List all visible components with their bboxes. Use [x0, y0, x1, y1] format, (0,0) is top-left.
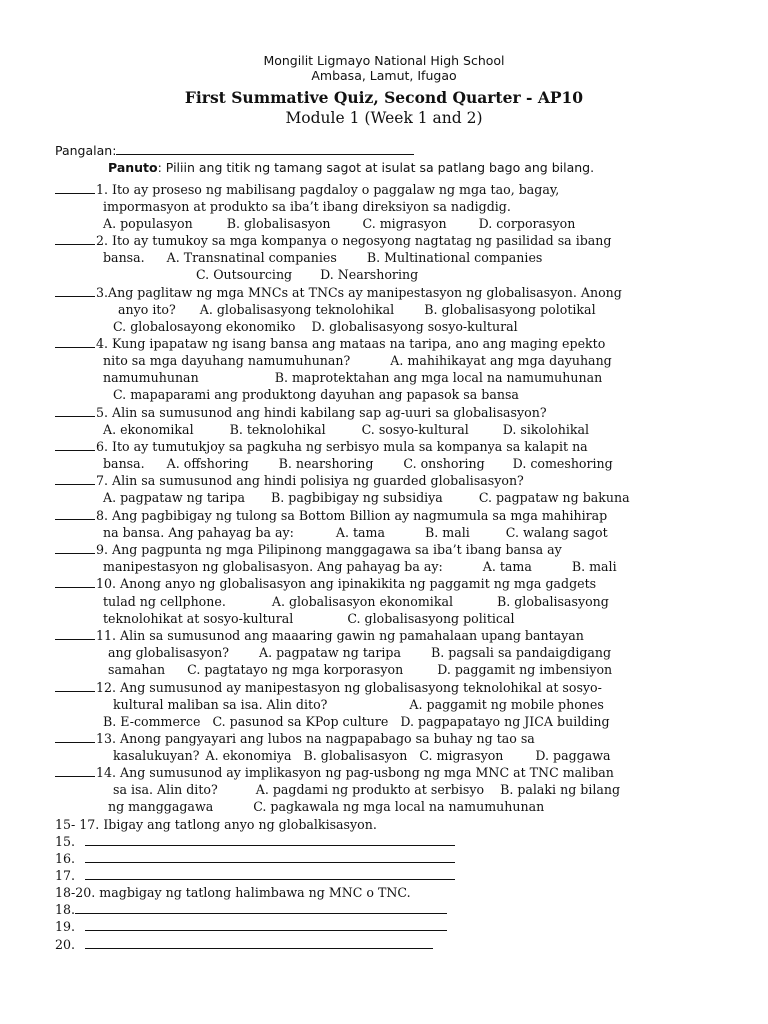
question-text: 8. Ang pagbibigay ng tulong sa Bottom Billion ay nagmumula sa mga mahihirap: [96, 508, 608, 523]
question-text: 9. Ang pagpunta ng mga Pilipinong manggagawa sa iba’t ibang bansa ay: [96, 542, 562, 557]
question-text: nito sa mga dayuhang namumuhunan?: [103, 353, 351, 368]
choice-c: C. globalosayong ekonomiko: [113, 319, 296, 334]
question-7-choices: [103, 489, 630, 506]
choice-c: C. walang sagot: [505, 525, 608, 540]
answer-blank-17[interactable]: [85, 867, 455, 880]
answer-blank-8[interactable]: [55, 507, 95, 520]
choice-a: A. offshoring: [166, 456, 249, 471]
choice-a-cont: namumuhunan: [103, 370, 199, 385]
question-7: [55, 472, 524, 489]
choice-b: B. palaki ng bilang: [500, 782, 621, 797]
answer-blank-20[interactable]: [85, 936, 433, 949]
choice-d: D. globalisasyong sosyo-kultural: [311, 319, 518, 334]
question-text: 2. Ito ay tumukoy sa mga kompanya o negosyong nagtatag ng pasilidad sa ibang: [96, 233, 612, 248]
question-4-line-2: [103, 352, 612, 369]
question-text: anyo ito?: [118, 302, 176, 317]
item-number: 17.: [55, 868, 76, 883]
choice-c: C. pagkawala ng mga local na namumuhunan: [253, 799, 545, 814]
question-11-line-3: [108, 661, 612, 678]
question-text: ang globalisasyon?: [108, 645, 229, 660]
question-text: bansa.: [103, 456, 145, 471]
choice-a: A. paggamit ng mobile phones: [409, 697, 604, 712]
item-number: 18.: [55, 902, 76, 917]
school-address: Ambasa, Lamut, Ifugao: [311, 68, 457, 83]
question-text: kasalukuyan?: [113, 748, 200, 763]
choice-b: B. Multinational companies: [366, 250, 543, 265]
question-text: kultural maliban sa isa. Alin dito?: [113, 697, 328, 712]
question-text: 5. Alin sa sumusunod ang hindi kabilang sap ag-uuri sa globalisasyon?: [96, 405, 547, 420]
answer-row-17: [55, 867, 456, 884]
question-5: [55, 404, 547, 421]
question-13-choices: [113, 747, 611, 764]
question-10-line-3: [103, 610, 515, 627]
item-number: 15.: [55, 834, 76, 849]
question-14: [55, 764, 614, 781]
choice-d: D. Nearshoring: [320, 267, 419, 282]
choice-b: B. mali: [571, 559, 617, 574]
answer-blank-9[interactable]: [55, 541, 95, 554]
question-text: 13. Anong pangyayari ang lubos na nagpapabago sa buhay ng tao sa: [96, 731, 535, 746]
choice-d: D. paggamit ng imbensiyon: [437, 662, 613, 677]
answer-blank-10[interactable]: [55, 575, 95, 588]
answer-blank-7[interactable]: [55, 472, 95, 485]
question-text: na bansa. Ang pahayag ba ay:: [103, 525, 294, 540]
choice-a: A. globalisasyong teknolohikal: [199, 302, 395, 317]
choice-a: A. tama: [482, 559, 532, 574]
question-14-line-2: [113, 781, 620, 798]
choice-b: B. globalisasyong polotikal: [424, 302, 596, 317]
question-12: [55, 679, 602, 696]
choice-a: A. populasyon: [103, 216, 193, 231]
section-18-20-prompt: 18-20. magbigay ng tatlong halimbawa ng MNC o TNC.: [55, 885, 411, 900]
choice-c: C. pagtatayo ng mga korporasyon: [187, 662, 404, 677]
instructions-text: : Piliin ang titik ng tamang sagot at isulat sa patlang bago ang bilang.: [157, 160, 595, 175]
choice-a: A. pagdami ng produkto at serbisyo: [255, 782, 485, 797]
choice-b: B. teknolohikal: [229, 422, 326, 437]
choice-c: C. globalisasyong political: [347, 611, 515, 626]
choice-b: B. mali: [425, 525, 470, 540]
answer-row-20: [55, 936, 434, 953]
question-13: [55, 730, 535, 747]
question-1: [55, 181, 559, 198]
question-2-choices: [196, 266, 418, 283]
choice-b: B. pagsali sa pandaigdigang: [431, 645, 612, 660]
choice-c: C. onshoring: [403, 456, 485, 471]
answer-row-18: [55, 901, 448, 918]
choice-a: A. ekonomiya: [205, 748, 292, 763]
choice-b-cont: ng manggagawa: [108, 799, 214, 814]
choice-c: C. sosyo-kultural: [361, 422, 469, 437]
question-text: sa isa. Alin dito?: [113, 782, 218, 797]
name-field-row: [55, 142, 415, 159]
question-4: [55, 335, 605, 352]
question-6: [55, 438, 588, 455]
choice-a: A. Transnatinal companies: [166, 250, 337, 265]
module-title: Module 1 (Week 1 and 2): [285, 109, 483, 127]
quiz-title: First Summative Quiz, Second Quarter - AP10: [184, 88, 584, 107]
choice-c: C. pagpataw ng bakuna: [478, 490, 630, 505]
answer-blank-2[interactable]: [55, 232, 95, 245]
choice-c: C. migrasyon: [362, 216, 447, 231]
answer-blank-1[interactable]: [55, 181, 95, 194]
question-1-choices: [103, 215, 575, 232]
question-6-choices: [103, 455, 613, 472]
instructions: [108, 159, 594, 176]
choice-b: B. E-commerce: [103, 714, 201, 729]
choice-c: C. Outsourcing: [196, 267, 293, 282]
question-9: [55, 541, 562, 558]
question-5-choices: [103, 421, 589, 438]
choice-a: A. pagpataw ng taripa: [258, 645, 402, 660]
question-text: manipestasyon ng globalisasyon. Ang pahayag ba ay:: [103, 559, 443, 574]
answer-blank-15[interactable]: [85, 833, 455, 846]
answer-blank-13[interactable]: [55, 730, 95, 743]
choice-c: C. migrasyon: [419, 748, 504, 763]
question-8-choices: [103, 524, 608, 541]
question-text: 7. Alin sa sumusunod ang hindi polisiya ng guarded globalisasyon?: [96, 473, 524, 488]
choice-d: D. corporasyon: [478, 216, 576, 231]
instructions-label: Panuto: [108, 160, 158, 175]
question-4-line-3: [103, 369, 602, 386]
answer-blank-6[interactable]: [55, 438, 95, 451]
question-12-choices: [103, 713, 610, 730]
answer-blank-11[interactable]: [55, 627, 95, 640]
choice-b: B. maprotektahan ang mga local na namumuhunan: [274, 370, 603, 385]
question-text: 4. Kung ipapataw ng isang bansa ang mataas na taripa, ano ang maging epekto: [96, 336, 606, 351]
choice-b: B. globalisasyon: [303, 748, 408, 763]
choice-b-cont: teknolohikat at sosyo-kultural: [103, 611, 294, 626]
question-text: 3.Ang paglitaw ng mga MNCs at TNCs ay manipestasyon ng globalisasyon. Anong: [96, 285, 622, 300]
question-1-line-2: impormasyon at produkto sa iba’t ibang direksiyon sa nadigdig.: [103, 199, 511, 214]
question-3-choices: [113, 318, 518, 335]
answer-blank-18[interactable]: [75, 901, 447, 914]
question-14-line-3: [108, 798, 544, 815]
item-number: 16.: [55, 851, 76, 866]
question-2: [55, 232, 611, 249]
choice-b-cont: samahan: [108, 662, 166, 677]
question-2-line-2: [103, 249, 542, 266]
question-text: 14. Ang sumusunod ay implikasyon ng pag-usbong ng mga MNC at TNC maliban: [96, 765, 614, 780]
question-text: tulad ng cellphone.: [103, 594, 226, 609]
choice-a: A. globalisasyon ekonomikal: [271, 594, 453, 609]
choice-a: A. tama: [335, 525, 385, 540]
school-name: Mongilit Ligmayo National High School: [263, 53, 505, 68]
choice-a: A. mahihikayat ang mga dayuhang: [390, 353, 612, 368]
question-10-line-2: [103, 593, 609, 610]
question-10: [55, 575, 596, 592]
question-3: [55, 284, 622, 301]
answer-blank-3[interactable]: [55, 284, 95, 297]
choice-c: C. mapaparami ang produktong dayuhan ang papasok sa bansa: [113, 387, 519, 402]
name-label: Pangalan:: [55, 143, 117, 158]
choice-b: B. pagbibigay ng subsidiya: [271, 490, 443, 505]
question-12-line-2: [113, 696, 604, 713]
item-number: 20.: [55, 937, 76, 952]
answer-row-15: [55, 833, 456, 850]
question-text: bansa.: [103, 250, 145, 265]
question-9-choices: [103, 558, 617, 575]
choice-b: B. nearshoring: [278, 456, 374, 471]
question-8: [55, 507, 607, 524]
answer-blank-16[interactable]: [85, 850, 455, 863]
question-11: [55, 627, 584, 644]
choice-d: D. paggawa: [535, 748, 611, 763]
question-text: 11. Alin sa sumusunod ang maaaring gawin ng pamahalaan upang bantayan: [96, 628, 584, 643]
choice-d: D. pagpapatayo ng JICA building: [400, 714, 610, 729]
choice-c: C. pasunod sa KPop culture: [212, 714, 389, 729]
choice-d: D. sikolohikal: [502, 422, 590, 437]
choice-a: A. ekonomikal: [103, 422, 194, 437]
answer-row-19: [55, 918, 448, 935]
choice-b: B. globalisasyong: [496, 594, 609, 609]
answer-blank-5[interactable]: [55, 404, 95, 417]
item-number: 19.: [55, 919, 76, 934]
question-text: 12. Ang sumusunod ay manipestasyon ng globalisasyong teknolohikal at sosyo-: [96, 680, 602, 695]
question-text: 10. Anong anyo ng globalisasyon ang ipinakikita ng paggamit ng mga gadgets: [96, 576, 597, 591]
question-text: 6. Ito ay tumutukjoy sa pagkuha ng serbisyo mula sa kompanya sa kalapit na: [96, 439, 588, 454]
section-15-17-prompt: 15- 17. Ibigay ang tatlong anyo ng globalkisasyon.: [55, 817, 377, 832]
answer-blank-19[interactable]: [85, 918, 447, 931]
name-blank[interactable]: [116, 142, 414, 155]
answer-row-16: [55, 850, 456, 867]
choice-d: D. comeshoring: [512, 456, 613, 471]
choice-a: A. pagpataw ng taripa: [103, 490, 246, 505]
answer-blank-14[interactable]: [55, 764, 95, 777]
question-11-line-2: [108, 644, 611, 661]
question-3-line-2: [118, 301, 596, 318]
choice-b: B. globalisasyon: [226, 216, 331, 231]
answer-blank-4[interactable]: [55, 335, 95, 348]
answer-blank-12[interactable]: [55, 679, 95, 692]
question-text: 1. Ito ay proseso ng mabilisang pagdaloy o paggalaw ng mga tao, bagay,: [96, 182, 560, 197]
